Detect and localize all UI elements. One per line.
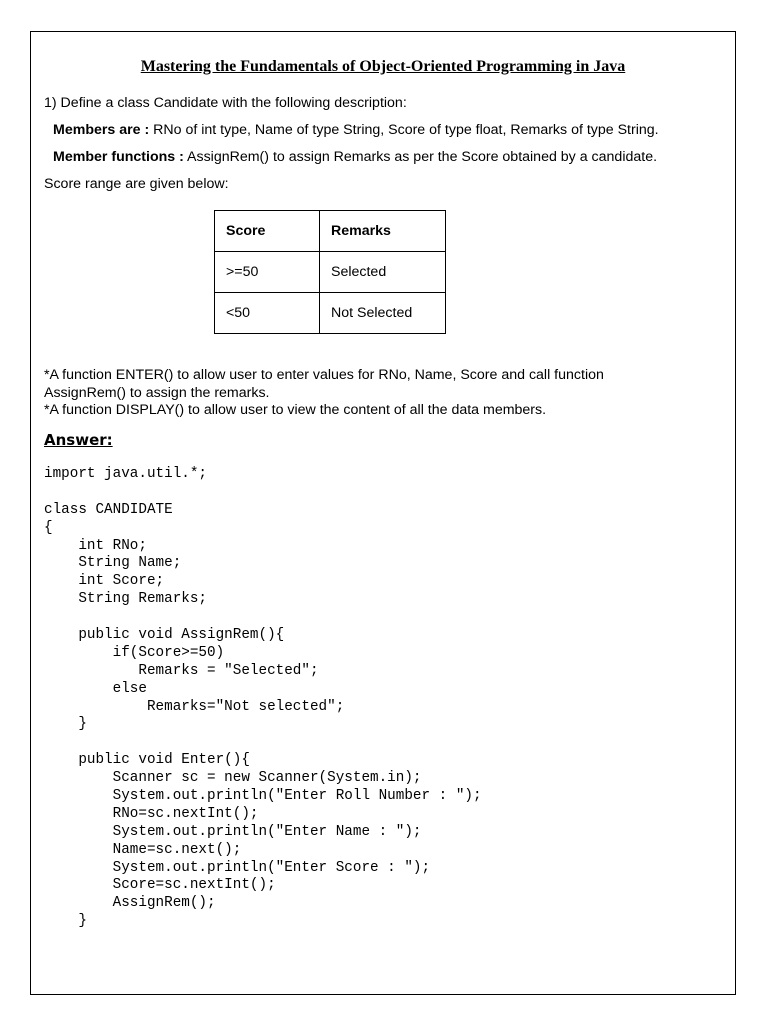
table-row (215, 252, 446, 293)
score-table (214, 210, 446, 334)
code-block (44, 466, 482, 931)
answer-heading: Answer: (44, 431, 113, 449)
code-line: AssignRem(); (44, 895, 216, 912)
table-header-row (215, 211, 446, 252)
table-cell: Not Selected (320, 293, 446, 334)
document-title: Mastering the Fundamentals of Object-Oriented Programming in Java (140, 58, 626, 75)
code-line: Name=sc.next(); (44, 841, 242, 858)
code-line: System.out.println("Enter Roll Number : "); (44, 788, 482, 805)
code-line: } (44, 913, 87, 930)
member-functions-line (53, 148, 657, 166)
code-line: Remarks="Not selected"; (44, 698, 345, 715)
table-header-remarks: Remarks (320, 211, 446, 252)
table-cell: >=50 (215, 252, 320, 293)
code-line: System.out.println("Enter Score : "); (44, 859, 431, 876)
notes (44, 367, 684, 420)
members-label: Members are : (53, 122, 150, 138)
code-line: int Score; (44, 573, 165, 590)
code-line: String Remarks; (44, 591, 208, 608)
code-line (44, 609, 482, 627)
member-functions-label: Member functions : (53, 149, 184, 165)
code-line: Remarks = "Selected"; (44, 662, 319, 679)
members-text: RNo of int type, Name of type String, Score of type float, Remarks of type String. (149, 122, 659, 138)
code-line: { (44, 519, 53, 536)
code-line: class CANDIDATE (44, 501, 173, 518)
code-line: Scanner sc = new Scanner(System.in); (44, 770, 422, 787)
note-display-function: *A function DISPLAY() to allow user to view the content of all the data members. (44, 402, 547, 418)
note-enter-function: *A function ENTER() to allow user to enter values for RNo, Name, Score and call function AssignRem() to assign the remarks. (44, 367, 604, 401)
table-row (215, 293, 446, 334)
code-line: } (44, 716, 87, 733)
table-cell: <50 (215, 293, 320, 334)
member-functions-text: AssignRem() to assign Remarks as per the Score obtained by a candidate. (183, 149, 658, 165)
code-line: int RNo; (44, 537, 147, 554)
document-page (30, 31, 736, 995)
code-line: public void Enter(){ (44, 752, 250, 769)
code-line: System.out.println("Enter Name : "); (44, 823, 422, 840)
code-line: RNo=sc.nextInt(); (44, 805, 259, 822)
members-line (53, 121, 659, 139)
code-line (44, 734, 482, 752)
code-line: public void AssignRem(){ (44, 627, 285, 644)
code-line: Score=sc.nextInt(); (44, 877, 276, 894)
code-line (44, 484, 482, 502)
code-line: else (44, 680, 147, 697)
code-line: String Name; (44, 555, 182, 572)
score-range-text: Score range are given below: (44, 176, 229, 192)
table-header-score: Score (215, 211, 320, 252)
code-line: if(Score>=50) (44, 644, 225, 661)
table-cell: Selected (320, 252, 446, 293)
question-text: 1) Define a class Candidate with the following description: (44, 95, 407, 111)
code-line: import java.util.*; (44, 466, 208, 482)
